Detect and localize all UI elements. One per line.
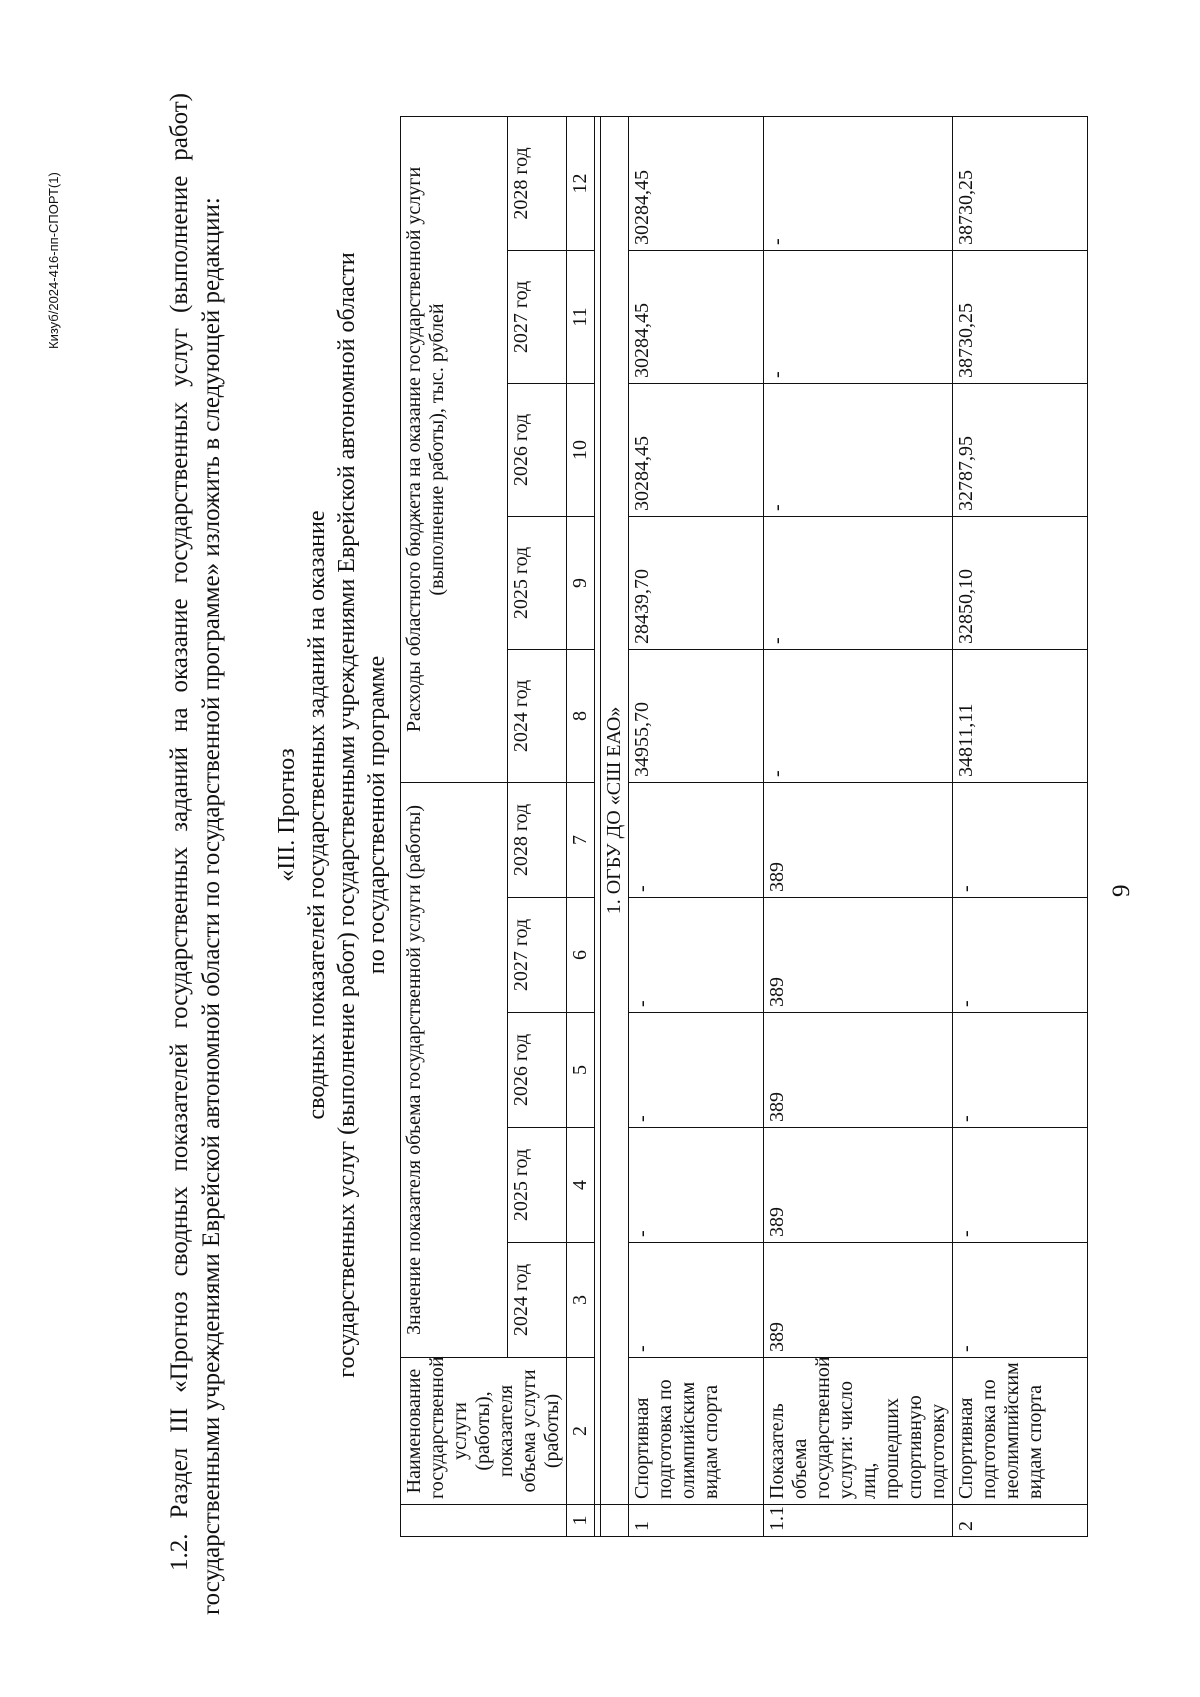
header-year: 2028 год (508, 782, 567, 897)
row-value: 34955,70 (629, 649, 764, 782)
row-value: - (629, 1243, 764, 1358)
table-row (953, 116, 1088, 1536)
row-number: 2 (953, 1505, 1088, 1537)
header-year: 2025 год (508, 1128, 567, 1243)
header-year: 2026 год (508, 383, 567, 516)
row-value: 389 (764, 898, 953, 1013)
row-value: - (629, 898, 764, 1013)
row-value: 38730,25 (953, 116, 1088, 250)
row-name: Спортивная подготовка по олимпийским видам спорта (629, 1358, 764, 1505)
section-title: 1. ОГБУ ДО «СШ ЕАО» (601, 116, 629, 1504)
header-volume-group: Значение показателя объема государственной услуги (работы) (401, 782, 508, 1357)
forecast-table-wrap (400, 117, 1088, 1537)
row-value: - (953, 1128, 1088, 1243)
heading-line-2: сводных показателей государственных заданий на оказание (304, 510, 330, 1120)
row-name: Спортивная подготовка по неолимпийским видам спорта (953, 1358, 1088, 1505)
header-row-years (508, 116, 567, 1536)
row-value: 28439,70 (629, 516, 764, 649)
intro-paragraph (164, 93, 228, 1615)
row-value: 30284,45 (629, 116, 764, 250)
header-num (401, 1505, 567, 1537)
header-row-1 (401, 116, 508, 1536)
column-number: 8 (567, 649, 595, 782)
row-value: - (629, 1128, 764, 1243)
header-year: 2027 год (508, 250, 567, 383)
row-value: 38730,25 (953, 250, 1088, 383)
row-value: - (764, 250, 953, 383)
row-value: - (953, 898, 1088, 1013)
forecast-table (400, 116, 1088, 1537)
row-name: Показатель объема государственной услуги: число лиц, прошедших спортивную подготовку (764, 1358, 953, 1505)
table-row (764, 116, 953, 1536)
row-value: 30284,45 (629, 383, 764, 516)
header-year: 2027 год (508, 898, 567, 1013)
row-value: - (953, 1013, 1088, 1128)
page-number: 9 (1108, 884, 1135, 897)
row-value: 389 (764, 782, 953, 897)
column-number: 3 (567, 1243, 595, 1358)
row-value: 30284,45 (629, 250, 764, 383)
column-number: 7 (567, 782, 595, 897)
table-body (567, 116, 1088, 1536)
heading-line-3: государственных услуг (выполнение работ) государственными учреждениями Еврейской автономной области (334, 252, 360, 1378)
row-number: 1.1 (764, 1505, 953, 1537)
intro-line-1: 1.2. Раздел III «Прогноз сводных показателей государственных заданий на оказание государственных услуг (166, 327, 193, 1571)
intro-line-3: изложить в следующей редакции: (198, 197, 225, 557)
row-value: 32787,95 (953, 383, 1088, 516)
header-year: 2026 год (508, 1013, 567, 1128)
column-number: 11 (567, 250, 595, 383)
table-row (629, 116, 764, 1536)
header-expense-group: Расходы областного бюджета на оказание государственной услуги (выполнение работы), тыс. рублей (401, 116, 508, 782)
header-name: Наименование государственной услуги (работы), показателя объема услуги (работы) (401, 1358, 567, 1505)
row-value: - (764, 383, 953, 516)
column-number: 4 (567, 1128, 595, 1243)
column-number: 9 (567, 516, 595, 649)
column-number: 2 (567, 1358, 595, 1505)
row-number: 1 (629, 1505, 764, 1537)
section-heading (272, 175, 392, 1455)
row-value: - (953, 1243, 1088, 1358)
heading-line-4: по государственной программе (364, 655, 390, 975)
row-value: - (629, 782, 764, 897)
row-value: 389 (764, 1013, 953, 1128)
section-row (601, 116, 629, 1536)
heading-line-1: «III. Прогноз (274, 748, 300, 882)
column-number: 5 (567, 1013, 595, 1128)
column-number: 12 (567, 116, 595, 250)
header-year: 2025 год (508, 516, 567, 649)
header-year: 2024 год (508, 1243, 567, 1358)
column-number: 1 (567, 1505, 595, 1537)
column-number-row (567, 116, 595, 1536)
row-value: 34811,11 (953, 649, 1088, 782)
document-code: Кизуб/2024-416-пп-СПОРТ(1) (46, 172, 61, 349)
intro-line-2: (выполнение работ) государственными учреждениями Еврейской автономной области по государственной программе» (166, 92, 225, 1615)
row-value: 389 (764, 1128, 953, 1243)
row-value: - (764, 116, 953, 250)
row-value: - (764, 516, 953, 649)
row-value: 32850,10 (953, 516, 1088, 649)
header-year: 2024 год (508, 649, 567, 782)
column-number: 6 (567, 898, 595, 1013)
row-value: - (629, 1013, 764, 1128)
row-value: - (764, 649, 953, 782)
section-num-cell (601, 1505, 629, 1537)
column-number: 10 (567, 383, 595, 516)
row-value: - (953, 782, 1088, 897)
row-value: 389 (764, 1243, 953, 1358)
header-year: 2028 год (508, 116, 567, 250)
